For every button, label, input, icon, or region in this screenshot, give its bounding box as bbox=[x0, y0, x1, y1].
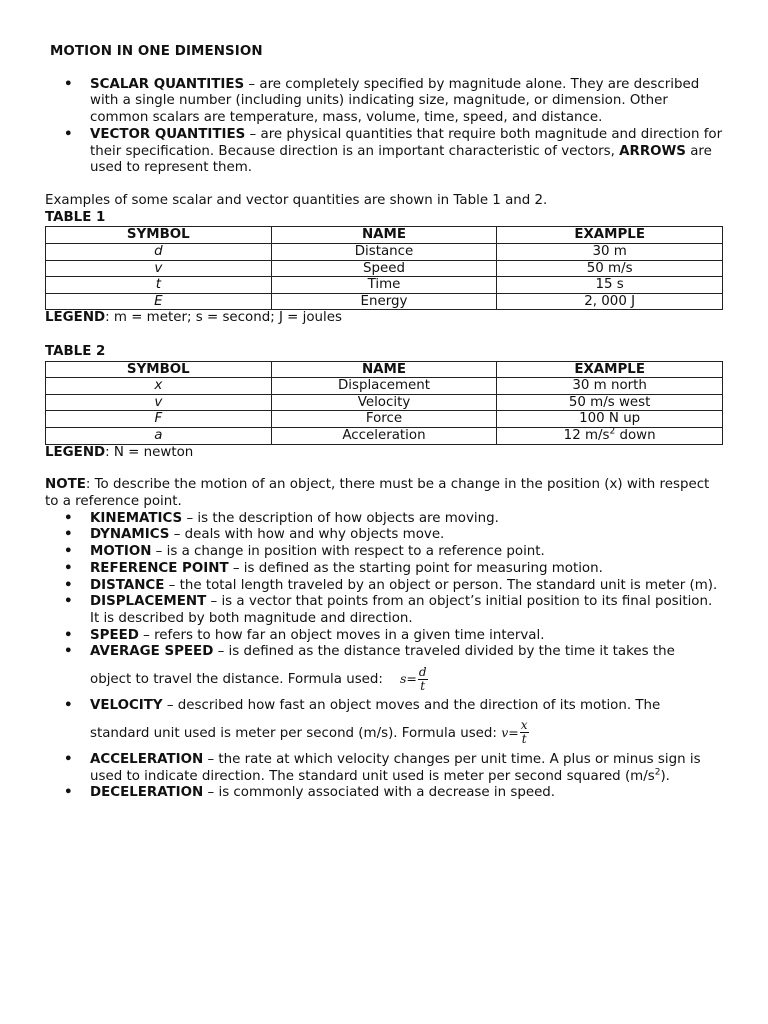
definition-text: – refers to how far an object moves in a given time interval. bbox=[138, 627, 545, 643]
speed-formula bbox=[418, 666, 428, 693]
table-row bbox=[46, 394, 723, 411]
name-cell: Energy bbox=[271, 293, 497, 310]
example-cell: 2, 000 J bbox=[497, 293, 723, 310]
bullet-icon: • bbox=[64, 577, 73, 593]
list-item bbox=[45, 785, 725, 802]
legend-text: : m = meter; s = second; J = joules bbox=[105, 310, 342, 326]
list-item bbox=[45, 578, 725, 595]
column-header: NAME bbox=[271, 361, 497, 378]
column-header: NAME bbox=[271, 227, 497, 244]
term: KINEMATICS bbox=[90, 510, 183, 526]
example-direction: down bbox=[615, 428, 656, 444]
legend-label: LEGEND bbox=[45, 310, 106, 326]
name-cell: Distance bbox=[271, 243, 497, 260]
name-cell: Speed bbox=[271, 260, 497, 277]
table-row bbox=[46, 411, 723, 428]
definition-text: – are completely specified by magnitude alone. They are described with a single number (including units) indicating size, magnitude, or dimension. Other common scalars are temperature, mass, volume, time, speed, and distance. bbox=[90, 76, 700, 126]
term: DISTANCE bbox=[90, 577, 165, 593]
table-row bbox=[46, 293, 723, 310]
bullet-icon: • bbox=[64, 126, 73, 142]
symbol-cell: v bbox=[46, 394, 272, 411]
list-item bbox=[45, 628, 725, 645]
list-item bbox=[45, 527, 725, 544]
bullet-icon: • bbox=[64, 544, 73, 560]
symbol-cell: t bbox=[46, 277, 272, 294]
definition-text: – described how fast an object moves and the direction of its motion. The bbox=[162, 698, 661, 714]
list-item bbox=[45, 77, 725, 127]
definition-text: – is commonly associated with a decrease in speed. bbox=[203, 785, 556, 801]
column-header: SYMBOL bbox=[46, 227, 272, 244]
name-cell: Force bbox=[271, 411, 497, 428]
bullet-icon: • bbox=[64, 594, 73, 610]
term: VELOCITY bbox=[90, 698, 163, 714]
table-row bbox=[46, 243, 723, 260]
example-cell: 15 s bbox=[497, 277, 723, 294]
bullet-icon: • bbox=[64, 644, 73, 660]
bullet-icon: • bbox=[64, 76, 73, 92]
name-cell: Acceleration bbox=[271, 428, 497, 445]
table-2-legend bbox=[45, 445, 725, 462]
document-page bbox=[45, 44, 725, 802]
term: DYNAMICS bbox=[90, 527, 170, 543]
symbol-cell: v bbox=[46, 260, 272, 277]
table-row bbox=[46, 378, 723, 395]
definition-text: – the rate at which velocity changes per unit time. A plus or minus sign is used to indicate direction. The standard unit used is meter per second squared (m/s bbox=[90, 751, 701, 784]
term: MOTION bbox=[90, 544, 152, 560]
motion-definitions-list bbox=[45, 511, 725, 802]
definition-text: – are physical quantities that require both magnitude and direction for their specification. Because direction is an important characteristic of vectors, bbox=[90, 126, 723, 159]
note-paragraph bbox=[45, 477, 725, 510]
example-cell: 50 m/s west bbox=[497, 394, 723, 411]
legend-label: LEGEND bbox=[45, 444, 106, 460]
formula-lhs: s= bbox=[399, 671, 417, 687]
definition-text: ). bbox=[660, 768, 670, 784]
table-1-legend bbox=[45, 310, 725, 327]
symbol-cell: a bbox=[46, 428, 272, 445]
denominator: t bbox=[521, 732, 527, 747]
velocity-formula bbox=[520, 719, 529, 746]
intro-paragraph: Examples of some scalar and vector quantities are shown in Table 1 and 2. bbox=[45, 192, 548, 208]
column-header: SYMBOL bbox=[46, 361, 272, 378]
term: DECELERATION bbox=[90, 785, 204, 801]
term: ARROWS bbox=[619, 143, 686, 159]
term: AVERAGE SPEED bbox=[90, 644, 214, 660]
formula-line bbox=[90, 715, 725, 752]
formula-lhs: v= bbox=[501, 724, 519, 740]
term: VECTOR QUANTITIES bbox=[90, 126, 246, 142]
name-cell: Displacement bbox=[271, 378, 497, 395]
symbol-cell: E bbox=[46, 293, 272, 310]
formula-line bbox=[90, 661, 725, 698]
definition-text: – is a change in position with respect to a reference point. bbox=[151, 544, 545, 560]
list-item bbox=[45, 644, 725, 698]
denominator: t bbox=[420, 678, 426, 693]
list-item bbox=[45, 544, 725, 561]
table-2-title: TABLE 2 bbox=[45, 344, 106, 359]
exponent: 2 bbox=[609, 426, 616, 437]
table-2 bbox=[45, 361, 723, 445]
example-cell: 30 m north bbox=[497, 378, 723, 395]
term: ACCELERATION bbox=[90, 751, 204, 767]
definition-text: – is defined as the starting point for measuring motion. bbox=[228, 560, 603, 576]
bullet-icon: • bbox=[64, 751, 73, 767]
example-value: 12 m/s bbox=[563, 428, 610, 444]
definition-text: standard unit used is meter per second (m/s). Formula used: bbox=[90, 725, 502, 741]
list-item bbox=[45, 511, 725, 528]
definition-text: – deals with how and why objects move. bbox=[169, 527, 445, 543]
example-cell: 50 m/s bbox=[497, 260, 723, 277]
column-header: EXAMPLE bbox=[497, 361, 723, 378]
list-item bbox=[45, 561, 725, 578]
note-text: : To describe the motion of an object, there must be a change in the position (x) with respect to a reference point. bbox=[45, 477, 710, 510]
table-header-row bbox=[46, 361, 723, 378]
table-row bbox=[46, 260, 723, 277]
definition-text: – the total length traveled by an object or person. The standard unit is meter (m). bbox=[164, 577, 718, 593]
spacer bbox=[45, 327, 725, 344]
definition-text: – is defined as the distance traveled divided by the time it takes the bbox=[213, 644, 675, 660]
definition-text: – is the description of how objects are moving. bbox=[182, 510, 499, 526]
bullet-icon: • bbox=[64, 510, 73, 526]
symbol-cell: x bbox=[46, 378, 272, 395]
name-cell: Velocity bbox=[271, 394, 497, 411]
bullet-icon: • bbox=[64, 560, 73, 576]
term: SCALAR QUANTITIES bbox=[90, 76, 245, 92]
list-item bbox=[45, 752, 725, 785]
definition-text: are used to represent them. bbox=[90, 143, 712, 176]
symbol-cell: d bbox=[46, 243, 272, 260]
example-cell: 100 N up bbox=[497, 411, 723, 428]
bullet-icon: • bbox=[64, 627, 73, 643]
table-1-title: TABLE 1 bbox=[45, 209, 106, 225]
exponent: 2 bbox=[654, 767, 661, 778]
name-cell: Time bbox=[271, 277, 497, 294]
definition-text: object to travel the distance. Formula used: bbox=[90, 672, 383, 688]
example-cell: 30 m bbox=[497, 243, 723, 260]
term: SPEED bbox=[90, 627, 139, 643]
column-header: EXAMPLE bbox=[497, 227, 723, 244]
term: REFERENCE POINT bbox=[90, 560, 229, 576]
definition-text: – is a vector that points from an object’s initial position to its final position. It is described by both magnitude and direction. bbox=[90, 594, 713, 626]
legend-text: : N = newton bbox=[105, 444, 194, 460]
table-1 bbox=[45, 226, 723, 310]
note-label: NOTE bbox=[45, 477, 86, 493]
bullet-icon: • bbox=[64, 527, 73, 543]
symbol-cell: F bbox=[46, 411, 272, 428]
table-header-row bbox=[46, 227, 723, 244]
table-row bbox=[46, 277, 723, 294]
list-item bbox=[45, 594, 725, 627]
list-item bbox=[45, 698, 725, 752]
numerator: x bbox=[520, 718, 528, 733]
quantity-definitions-list bbox=[45, 77, 725, 177]
table-row bbox=[46, 428, 723, 445]
page-title: MOTION IN ONE DIMENSION bbox=[50, 44, 263, 59]
numerator: d bbox=[418, 664, 427, 679]
list-item bbox=[45, 127, 725, 177]
example-cell bbox=[497, 428, 723, 445]
term: DISPLACEMENT bbox=[90, 594, 207, 610]
bullet-icon: • bbox=[64, 785, 73, 801]
bullet-icon: • bbox=[64, 698, 73, 714]
